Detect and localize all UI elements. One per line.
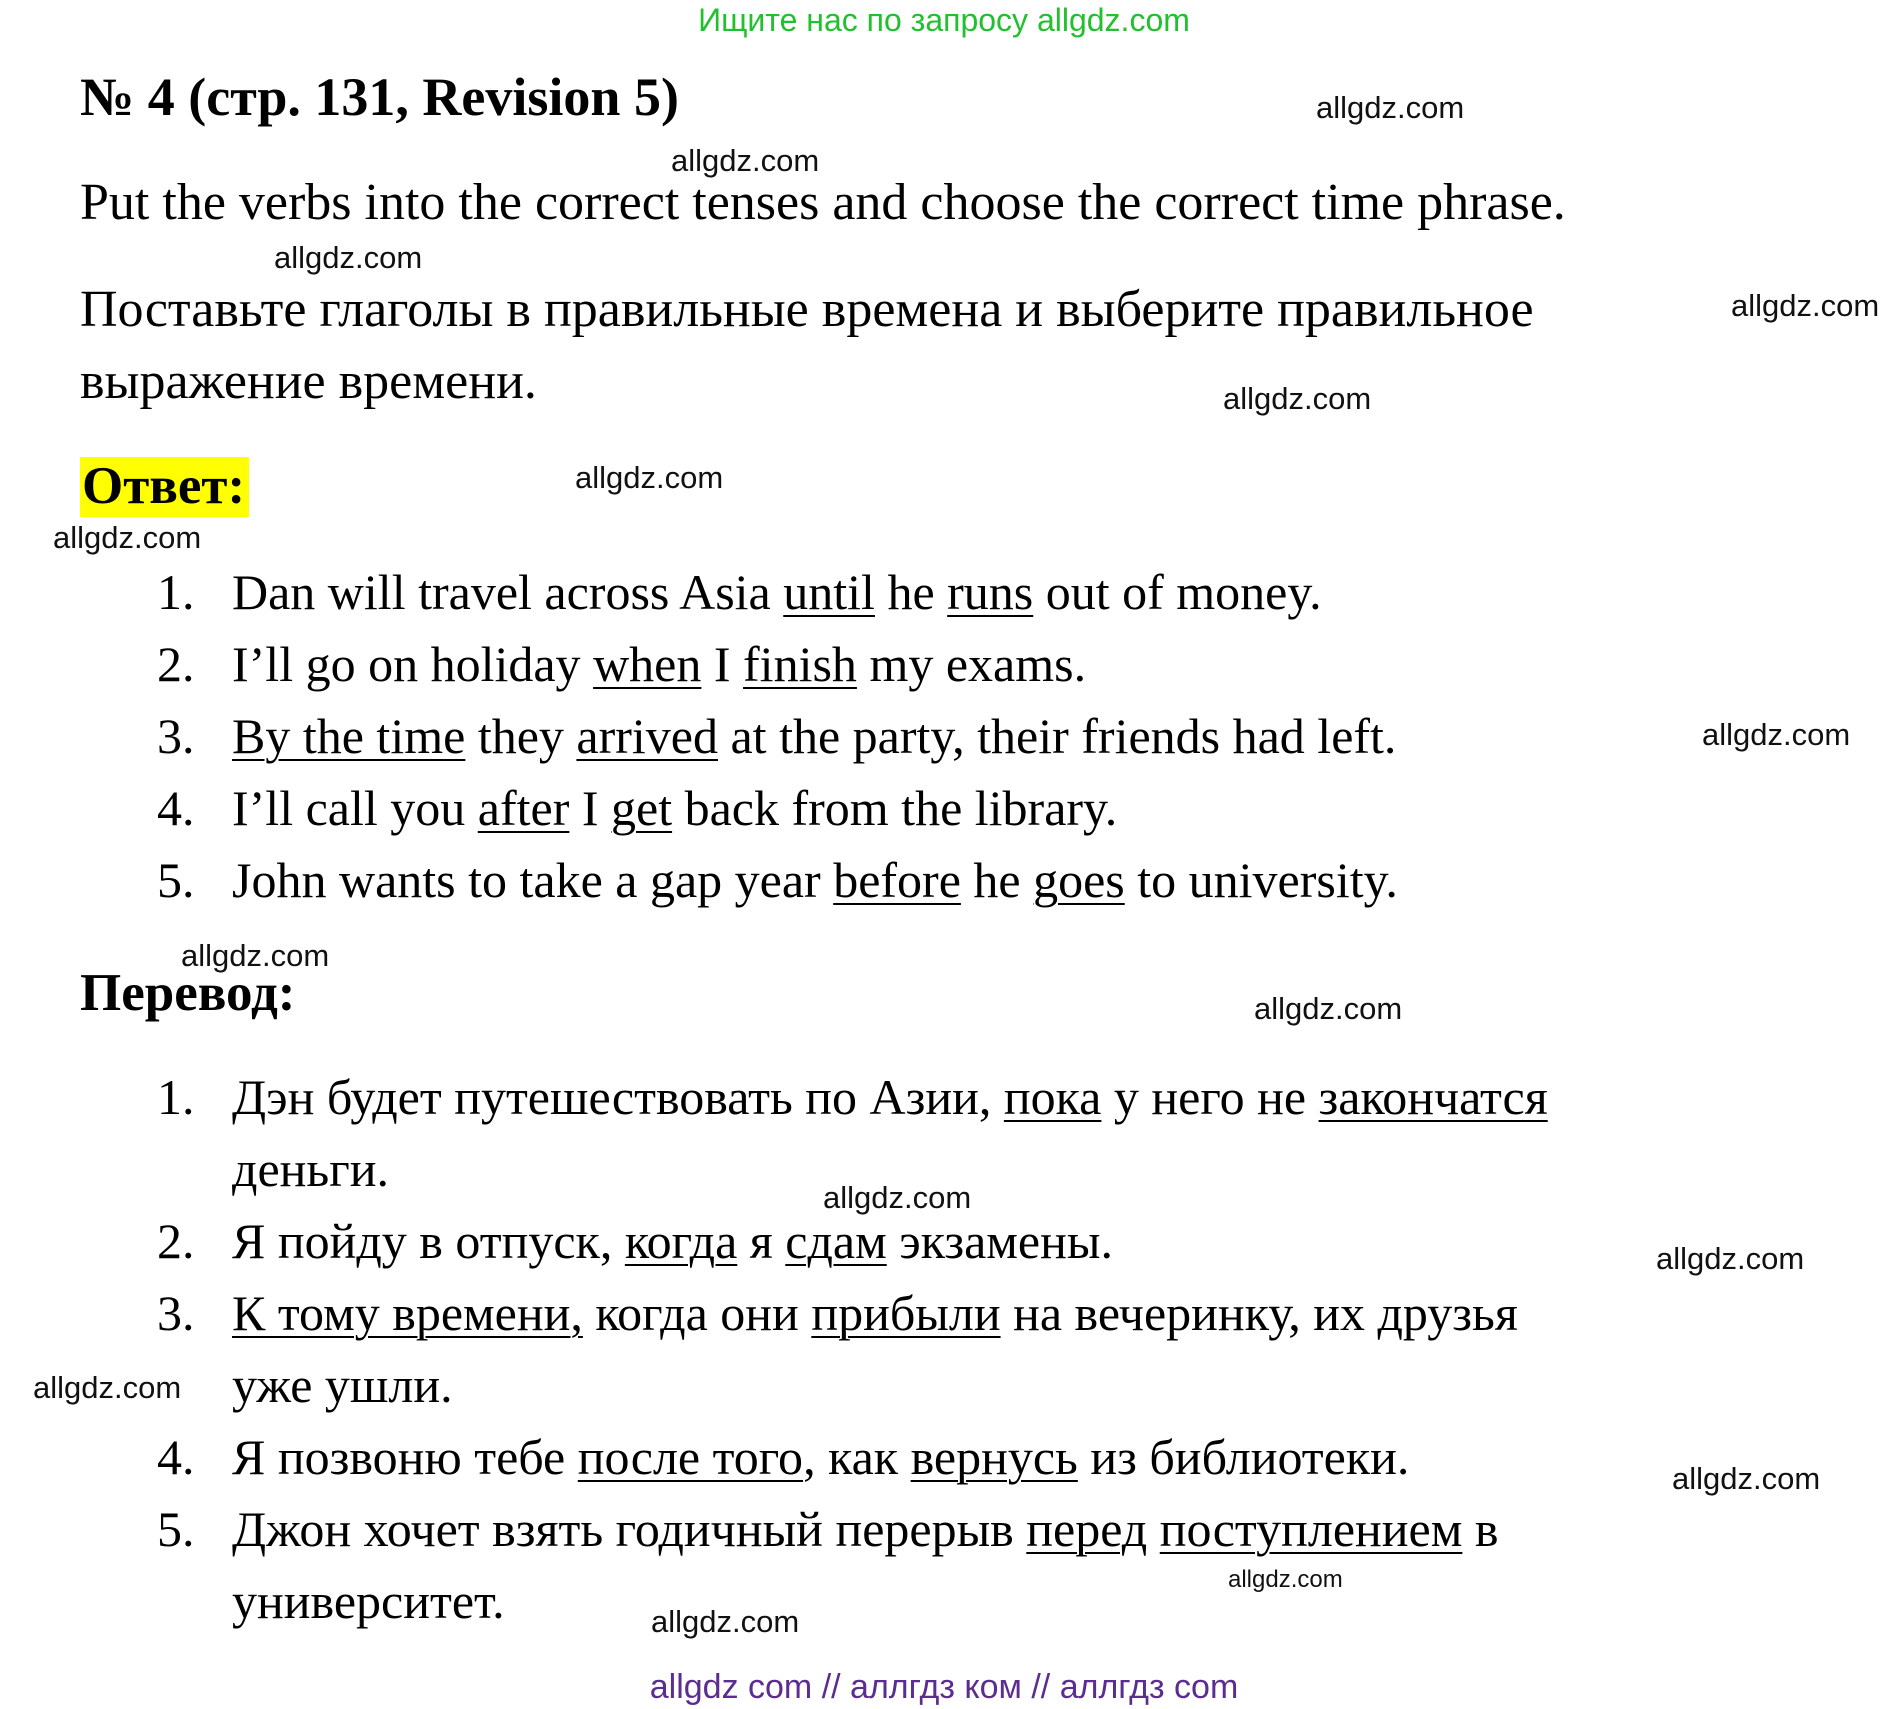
text-fragment: my exams. xyxy=(856,636,1087,692)
translation-line xyxy=(232,1068,1548,1140)
underlined-phrase: прибыли xyxy=(811,1285,1001,1341)
text-fragment: в xyxy=(1462,1501,1499,1557)
underlined-phrase: К тому времени, xyxy=(232,1285,583,1341)
item-number: 1. xyxy=(157,564,195,620)
underlined-phrase: after xyxy=(477,780,570,836)
underlined-phrase: until xyxy=(783,564,875,620)
translation-line xyxy=(232,1500,1548,1572)
underlined-phrase: when xyxy=(593,636,702,692)
underlined-phrase: get xyxy=(611,780,673,836)
text-fragment: I’ll go on holiday xyxy=(232,636,594,692)
translation-item xyxy=(157,1284,1548,1428)
watermark: allgdz.com xyxy=(1228,1566,1343,1593)
translation-line xyxy=(232,1356,1548,1428)
watermark: allgdz.com xyxy=(1702,717,1851,752)
translation-line xyxy=(232,1428,1548,1500)
text-fragment: я xyxy=(737,1213,786,1269)
answer-heading-text: Ответ: xyxy=(80,457,249,517)
watermark: allgdz.com xyxy=(33,1370,182,1405)
text-fragment: деньги. xyxy=(232,1141,389,1197)
answer-item xyxy=(157,851,1398,923)
text-fragment: I xyxy=(569,780,611,836)
item-number: 3. xyxy=(157,708,195,764)
text-fragment: Я пойду в отпуск, xyxy=(232,1213,625,1269)
item-number: 2. xyxy=(157,636,195,692)
task-russian-line-2: выражение времени. xyxy=(80,353,537,410)
watermark: allgdz.com xyxy=(651,1604,800,1639)
watermark: allgdz.com xyxy=(53,520,202,555)
translation-line xyxy=(232,1212,1548,1284)
task-russian-line-1: Поставьте глаголы в правильные времена и выберите правильное xyxy=(80,281,1534,338)
answer-item xyxy=(157,563,1398,635)
text-fragment: he xyxy=(960,852,1034,908)
answer-heading xyxy=(80,456,249,516)
underlined-phrase: finish xyxy=(743,636,857,692)
translation-line xyxy=(232,1284,1548,1356)
watermark: allgdz.com xyxy=(1656,1241,1805,1276)
text-fragment: Дэн будет путешествовать по Азии, xyxy=(232,1069,1004,1125)
translation-item xyxy=(157,1212,1548,1284)
item-number: 4. xyxy=(157,1429,195,1485)
underlined-phrase: когда xyxy=(624,1213,738,1269)
underlined-phrase: перед xyxy=(1026,1501,1148,1557)
item-number: 5. xyxy=(157,1501,195,1557)
text-fragment: John wants to take a gap year xyxy=(232,852,834,908)
item-number: 5. xyxy=(157,852,195,908)
text-fragment: когда они xyxy=(582,1285,812,1341)
answer-sentence xyxy=(232,708,1396,764)
text-fragment: Я позвоню тебе xyxy=(232,1429,578,1485)
answer-sentence xyxy=(232,564,1322,620)
watermark: allgdz.com xyxy=(181,938,330,973)
text-fragment: he xyxy=(874,564,948,620)
item-number: 2. xyxy=(157,1213,195,1269)
watermark: allgdz.com xyxy=(274,240,423,275)
task-english: Put the verbs into the correct tenses and choose the correct time phrase. xyxy=(80,174,1566,231)
watermark: allgdz.com xyxy=(671,143,820,178)
underlined-phrase: закончатся xyxy=(1318,1069,1548,1125)
answer-sentence xyxy=(232,852,1398,908)
text-fragment: на вечеринку, их друзья xyxy=(1000,1285,1518,1341)
text-fragment: out of money. xyxy=(1033,564,1322,620)
text-fragment: I xyxy=(701,636,744,692)
answer-item xyxy=(157,779,1398,851)
underlined-phrase: goes xyxy=(1033,852,1125,908)
watermark: allgdz.com xyxy=(1672,1461,1821,1496)
text-fragment: экзамены. xyxy=(886,1213,1113,1269)
text-fragment: Dan will travel across Asia xyxy=(232,564,784,620)
watermark: allgdz.com xyxy=(575,460,724,495)
text-fragment: университет. xyxy=(232,1573,505,1629)
watermark: allgdz.com xyxy=(1731,288,1880,323)
text-fragment: I’ll call you xyxy=(232,780,478,836)
answer-sentence xyxy=(232,780,1117,836)
text-fragment xyxy=(1147,1501,1160,1557)
underlined-phrase: arrived xyxy=(576,708,718,764)
translations-list xyxy=(157,1068,1548,1644)
answer-item xyxy=(157,707,1398,779)
underlined-phrase: поступлением xyxy=(1159,1501,1463,1557)
answers-list xyxy=(157,563,1398,923)
underlined-phrase: By the time xyxy=(232,708,466,764)
text-fragment: , как xyxy=(803,1429,911,1485)
exercise-title: № 4 (стр. 131, Revision 5) xyxy=(80,67,679,127)
underlined-phrase: после того xyxy=(577,1429,804,1485)
text-fragment: уже ушли. xyxy=(232,1357,453,1413)
item-number: 1. xyxy=(157,1069,195,1125)
watermark: allgdz.com xyxy=(1254,991,1403,1026)
underlined-phrase: сдам xyxy=(785,1213,887,1269)
underlined-phrase: before xyxy=(833,852,961,908)
text-fragment: у него не xyxy=(1101,1069,1319,1125)
text-fragment: Джон хочет взять годичный перерыв xyxy=(232,1501,1027,1557)
text-fragment: at the party, their friends had left. xyxy=(717,708,1397,764)
answer-sentence xyxy=(232,636,1086,692)
answer-item xyxy=(157,635,1398,707)
top-banner: Ищите нас по запросу allgdz.com xyxy=(698,2,1190,38)
item-number: 3. xyxy=(157,1285,195,1341)
underlined-phrase: вернусь xyxy=(910,1429,1078,1485)
translation-heading: Перевод: xyxy=(80,964,296,1022)
footer-links: allgdz com // аллгдз ком // аллгдз com xyxy=(649,1668,1239,1706)
text-fragment: they xyxy=(465,708,577,764)
watermark: allgdz.com xyxy=(1223,381,1372,416)
underlined-phrase: runs xyxy=(947,564,1034,620)
text-fragment: back from the library. xyxy=(672,780,1118,836)
translation-line xyxy=(232,1572,1548,1644)
text-fragment: из библиотеки. xyxy=(1077,1429,1410,1485)
text-fragment: to university. xyxy=(1124,852,1398,908)
watermark: allgdz.com xyxy=(1316,90,1465,125)
translation-item xyxy=(157,1428,1548,1500)
item-number: 4. xyxy=(157,780,195,836)
watermark: allgdz.com xyxy=(823,1180,972,1215)
underlined-phrase: пока xyxy=(1003,1069,1102,1125)
